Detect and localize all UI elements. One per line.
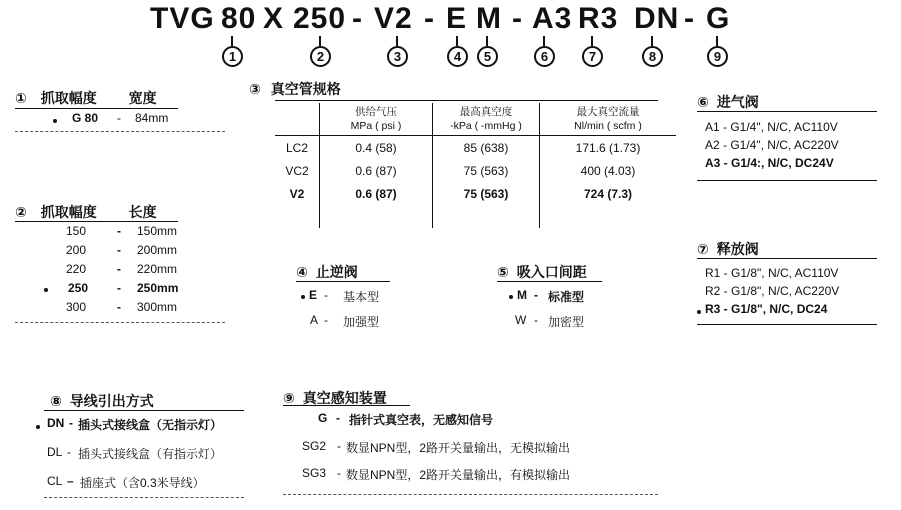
s2-code: 150 [66,224,87,238]
marker-4: 4 [447,46,468,67]
cell: VC2 [285,163,309,178]
section-number: ⑤ [497,264,509,280]
code-part: - [424,2,435,35]
section-label-2: 长度 [128,204,157,220]
s6-item: A3 - G1/4:, N/C, DC24V [705,156,834,170]
s9-value: 数显NPN型，2路开关量输出，有模拟输出 [346,468,571,482]
code-part: G [706,2,731,35]
marker-7: 7 [582,46,603,67]
s2-code: 220 [66,262,87,276]
code-part: - [684,2,695,35]
s7-item: R1 - G1/8", N/C, AC110V [705,266,839,280]
section-label-2: 宽度 [128,90,157,106]
dash: - [117,281,121,295]
section-number: ⑧ [50,393,62,409]
dash: - [337,466,341,480]
s5-value: 标准型 [548,290,585,304]
header-l1: 供给气压 [355,106,397,118]
code-part: - [512,2,523,35]
header-l2: -kPa ( -mmHg ) [450,120,522,132]
s8-value: 插头式接线盒（有指示灯） [78,447,223,461]
section-number: ② [15,204,27,220]
s8-value: 插座式（含0.3米导线） [80,476,205,490]
s2-code: 300 [66,300,87,314]
code-part: X [263,2,285,35]
section-label: 止逆阀 [315,264,358,280]
section-number: ③ [249,81,261,97]
section-label: 进气阀 [716,94,759,110]
code-part: DN [634,2,680,35]
s2-value: 220mm [137,262,178,276]
s2-code: 250 [68,281,89,295]
s8-code: DN [47,416,65,430]
code-part: M [476,2,502,35]
section-label: 释放阀 [716,241,759,257]
dash: - [534,313,538,327]
cell: 400 (4.03) [540,159,677,182]
marker-3: 3 [387,46,408,67]
section-label: 真空感知装置 [302,390,387,406]
s2-value: 300mm [137,300,178,314]
cell: 0.6 (87) [320,159,433,182]
code-part: E [446,2,468,35]
code-part: R3 [578,2,619,35]
section-number: ⑥ [697,94,709,110]
model-code [0,2,901,36]
marker-1: 1 [222,46,243,67]
section-2-title [15,202,157,222]
code-part: A3 [532,2,573,35]
code-part: - [352,2,363,35]
section-1-title [15,88,157,108]
dash: - [117,262,121,276]
cell: 75 (563) [433,159,540,182]
marker-5: 5 [477,46,498,67]
s1-code: G 80 [72,111,99,125]
s1-value: 84mm [135,111,169,125]
cell: LC2 [285,140,308,155]
cell: 85 (638) [433,136,540,160]
section-number: ⑨ [283,390,295,406]
section-number: ① [15,90,27,106]
dash: - [117,300,121,314]
table-row [275,136,676,160]
s9-code: SG2 [302,439,327,453]
marker-2: 2 [310,46,331,67]
cell: 171.6 (1.73) [540,136,677,160]
marker-6: 6 [534,46,555,67]
header-l1: 最高真空度 [459,106,513,118]
dash: - [534,288,538,302]
s5-code: W [515,313,527,327]
header-l2: MPa ( psi ) [350,120,402,132]
s5-code: M [517,288,527,302]
dash: - [69,416,73,430]
section-5-title [497,262,587,282]
s4-code: E [309,288,318,302]
section-8-title [50,391,154,411]
code-part: 250 [293,2,347,35]
vacuum-tube-table [275,103,676,228]
table-row [275,182,676,205]
section-label: 抓取幅度 [40,90,97,106]
s2-value: 150mm [137,224,178,238]
cell: 75 (563) [433,182,540,205]
section-number: ⑦ [697,241,709,257]
dash: - [337,439,341,453]
code-part: 80 [221,2,257,35]
dash: - [117,243,121,257]
cell: 724 (7.3) [540,182,677,205]
section-6-title [697,92,759,112]
section-3-title [249,79,341,99]
section-number: ④ [296,264,308,280]
s9-code: G [318,411,328,425]
s8-code: CL [47,474,63,488]
code-part: V2 [374,2,413,35]
section-7-title [697,239,759,259]
dash: - [324,288,328,302]
s4-value: 基本型 [343,290,380,304]
s6-item: A2 - G1/4", N/C, AC220V [705,138,839,152]
code-part: TVG [150,2,215,35]
dash: – [67,474,74,488]
s5-value: 加密型 [548,315,585,329]
dash: - [117,224,121,238]
s9-code: SG3 [302,466,327,480]
s8-code: DL [47,445,63,459]
s4-value: 加强型 [343,315,380,329]
section-label: 吸入口间距 [516,264,587,280]
s2-code: 200 [66,243,87,257]
header-l2: Nl/min ( scfm ) [574,120,642,132]
s7-item: R2 - G1/8", N/C, AC220V [705,284,840,298]
marker-8: 8 [642,46,663,67]
cell: 0.4 (58) [320,136,433,160]
section-4-title [296,262,358,282]
s2-value: 250mm [137,281,179,295]
section-label: 抓取幅度 [40,204,97,220]
s8-value: 插头式接线盒（无指示灯） [78,418,223,432]
s9-value: 数显NPN型，2路开关量输出，无模拟输出 [346,441,571,455]
cell: V2 [289,186,305,201]
s6-item: A1 - G1/4", N/C, AC110V [705,120,838,134]
s7-item: R3 - G1/8", N/C, DC24 [705,302,828,316]
dash: - [324,313,328,327]
s4-code: A [310,313,319,327]
header-l1: 最大真空流量 [576,106,640,118]
section-label: 导线引出方式 [69,393,154,409]
s2-value: 200mm [137,243,178,257]
dash: - [336,411,340,425]
s9-value: 指针式真空表，无感知信号 [349,413,494,427]
cell: 0.6 (87) [320,182,433,205]
marker-9: 9 [707,46,728,67]
dash: - [117,111,121,125]
section-label: 真空管规格 [270,81,341,97]
table-row [275,159,676,182]
dash: - [67,445,71,459]
